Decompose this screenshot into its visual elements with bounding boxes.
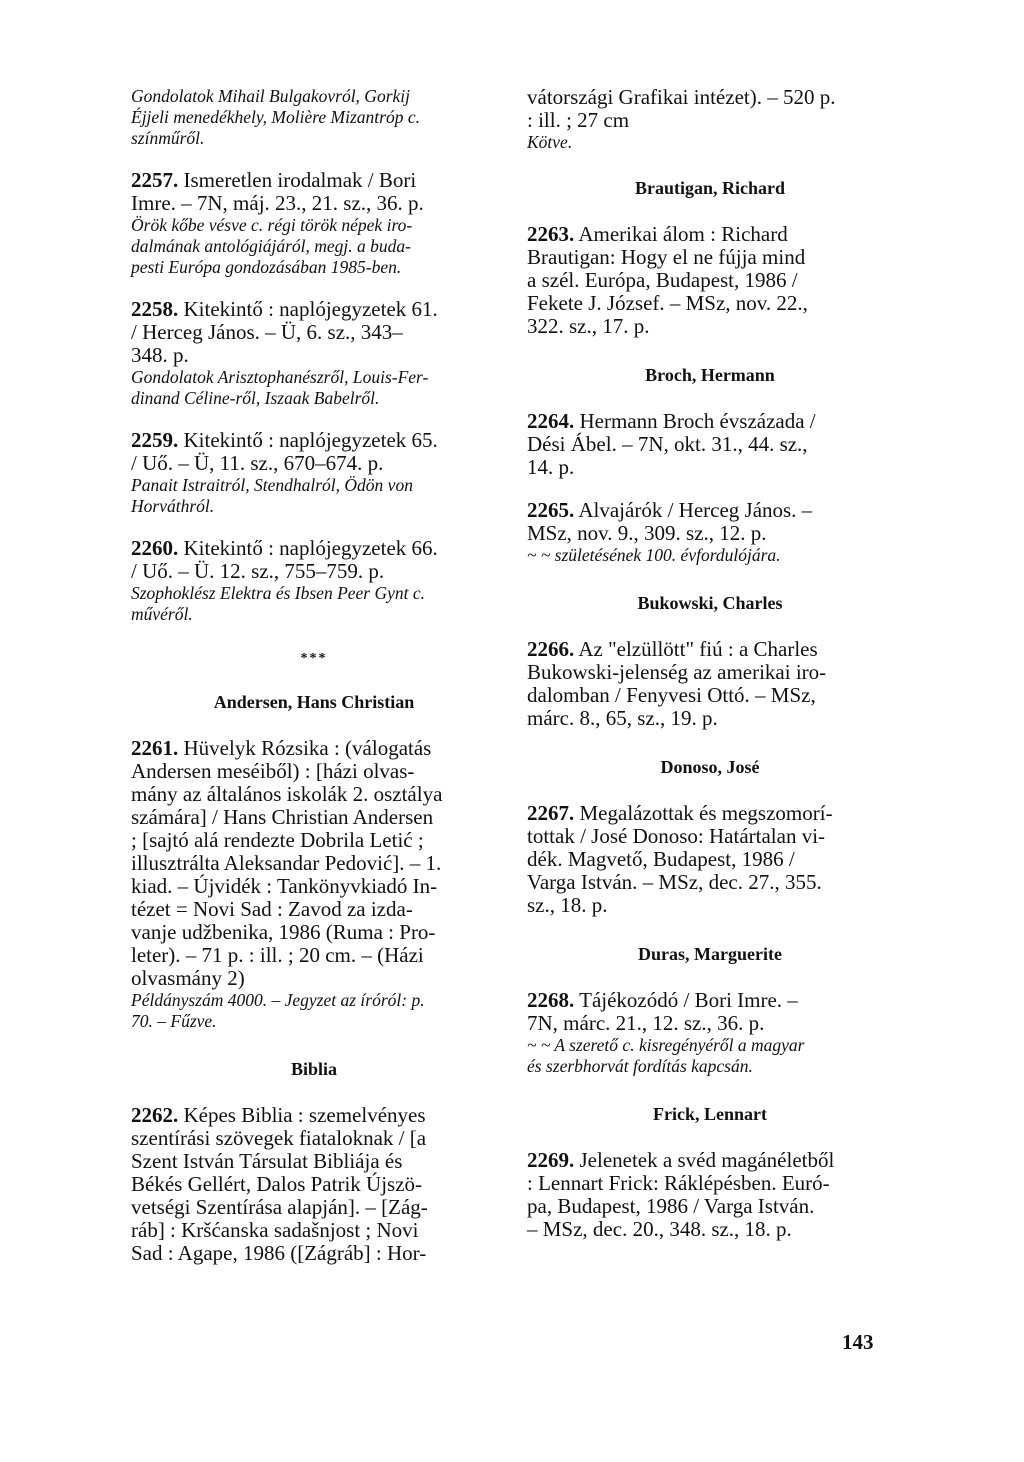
entry-2257 xyxy=(131,169,497,278)
heading-donoso-block xyxy=(527,756,893,778)
entry-2261 xyxy=(131,737,497,1032)
entry-line: Andersen meséiből) : [házi olvas- xyxy=(131,759,415,783)
section-separator xyxy=(131,651,497,667)
author-heading: Donoso, José xyxy=(660,757,760,777)
entry-number: 2266. xyxy=(527,637,575,661)
entry-line xyxy=(527,989,893,1012)
entry-line xyxy=(131,737,497,760)
entry-line: illusztrálta Aleksandar Pedović]. – 1. xyxy=(131,851,442,875)
note-line: Kötve. xyxy=(527,132,573,152)
heading-andersen-block xyxy=(131,691,497,713)
entry-text: Kitekintő : naplójegyzetek 66. xyxy=(183,536,438,560)
entry-line: Varga István. – MSz, dec. 27., 355. xyxy=(527,870,822,894)
entry-text: Alvajárók / Herceg János. – xyxy=(578,498,813,522)
entry-line: vátországi Grafikai intézet). – 520 p. xyxy=(527,85,836,109)
entry-2260 xyxy=(131,537,497,625)
author-heading: Frick, Lennart xyxy=(653,1104,767,1124)
entry-line xyxy=(131,429,497,452)
entry-line: dalomban / Fenyvesi Ottó. – MSz, xyxy=(527,683,816,707)
entry-line: ; [sajtó alá rendezte Dobrila Letić ; xyxy=(131,828,424,852)
entry-number: 2262. xyxy=(131,1103,179,1127)
page-number: 143 xyxy=(842,1330,874,1354)
entry-line xyxy=(131,298,497,321)
entry-line: 7N, márc. 21., 12. sz., 36. p. xyxy=(527,1011,765,1035)
author-heading: Bukowski, Charles xyxy=(637,593,783,613)
entry-line: Dési Ábel. – 7N, okt. 31., 44. sz., xyxy=(527,432,808,456)
entry-line: tottak / José Donoso: Határtalan vi- xyxy=(527,824,826,848)
entry-text: Képes Biblia : szemelvényes xyxy=(183,1103,426,1127)
entry-number: 2265. xyxy=(527,498,575,522)
entry-2262 xyxy=(131,1104,497,1265)
note-line: dalmának antológiájáról, megj. a buda- xyxy=(131,236,411,256)
entry-2264 xyxy=(527,410,893,479)
entry-line xyxy=(131,1104,497,1127)
note-line: Szophoklész Elektra és Ibsen Peer Gynt c. xyxy=(131,583,426,603)
entry-line: Sad : Agape, 1986 ([Zágráb] : Hor- xyxy=(131,1241,427,1265)
heading-biblia-block xyxy=(131,1058,497,1080)
entry-line: Szent István Társulat Bibliája és xyxy=(131,1149,403,1173)
entry-line: / Herceg János. – Ü, 6. sz., 343– xyxy=(131,320,403,344)
entry-line: dék. Magvető, Budapest, 1986 / xyxy=(527,847,795,871)
entry-line: : Lennart Frick: Ráklépésben. Euró- xyxy=(527,1171,830,1195)
entry-line: MSz, nov. 9., 309. sz., 12. p. xyxy=(527,521,767,545)
entry-note xyxy=(131,990,497,1032)
entry-text: Kitekintő : naplójegyzetek 65. xyxy=(183,428,438,452)
entry-2267 xyxy=(527,802,893,917)
entry-line: / Uő. – Ü, 11. sz., 670–674. p. xyxy=(131,451,384,475)
heading-bukowski-block xyxy=(527,592,893,614)
entry-2266 xyxy=(527,638,893,730)
entry-number: 2263. xyxy=(527,222,575,246)
entry-note xyxy=(527,545,893,566)
entry-line xyxy=(527,410,893,433)
entry-note xyxy=(527,1035,893,1077)
entry-number: 2257. xyxy=(131,168,179,192)
note-line: színműről. xyxy=(131,128,205,148)
entry-line: Brautigan: Hogy el ne fújja mind xyxy=(527,245,806,269)
entry-number: 2261. xyxy=(131,736,179,760)
author-heading: Brautigan, Richard xyxy=(634,178,785,198)
entry-note xyxy=(131,475,497,517)
entry-text: Kitekintő : naplójegyzetek 61. xyxy=(183,297,438,321)
entry-line: szentírási szövegek fiataloknak / [a xyxy=(131,1126,427,1150)
entry-line: 348. p. xyxy=(131,343,189,367)
note-line: dinand Céline-ről, Iszaak Babelről. xyxy=(131,388,380,408)
entry-2259 xyxy=(131,429,497,517)
entry-line: vanje udžbenika, 1986 (Ruma : Pro- xyxy=(131,920,436,944)
heading-frick-block xyxy=(527,1103,893,1125)
entry-line: / Uő. – Ü. 12. sz., 755–759. p. xyxy=(131,559,385,583)
note-line: Gondolatok Mihail Bulgakovról, Gorkij xyxy=(131,86,410,106)
entry-line: pa, Budapest, 1986 / Varga István. xyxy=(527,1194,815,1218)
entry-number: 2269. xyxy=(527,1148,575,1172)
entry-line xyxy=(131,169,497,192)
entry-text: Az "elzüllött" fiú : a Charles xyxy=(578,637,818,661)
entry-text: Amerikai álom : Richard xyxy=(578,222,788,246)
note-line: és szerbhorvát fordítás kapcsán. xyxy=(527,1056,753,1076)
author-heading: Biblia xyxy=(290,1059,338,1079)
entry-line: Imre. – 7N, máj. 23., 21. sz., 36. p. xyxy=(131,191,424,215)
entry-line: sz., 18. p. xyxy=(527,893,608,917)
right-column xyxy=(527,86,893,1261)
intro-note xyxy=(131,86,497,149)
entry-2265 xyxy=(527,499,893,566)
entry-line xyxy=(527,223,893,246)
entry-line: 322. sz., 17. p. xyxy=(527,314,650,338)
note-line: Örök kőbe vésve c. régi török népek iro- xyxy=(131,215,413,235)
entry-line: vetségi Szentírása alapján]. – [Zág- xyxy=(131,1195,428,1219)
entry-line xyxy=(527,802,893,825)
entry-2268 xyxy=(527,989,893,1077)
heading-broch-block xyxy=(527,364,893,386)
entry-number: 2258. xyxy=(131,297,179,321)
entry-line: tézet = Novi Sad : Zavod za izda- xyxy=(131,897,413,921)
entry-line: leter). – 71 p. : ill. ; 20 cm. – (Házi xyxy=(131,943,424,967)
heading-brautigan-block xyxy=(527,177,893,199)
entry-text: Tájékozódó / Bori Imre. – xyxy=(579,988,798,1012)
note-line: művéről. xyxy=(131,604,193,624)
separator-stars: *** xyxy=(300,651,328,666)
entry-number: 2268. xyxy=(527,988,575,1012)
entry-text: Megalázottak és megszomorí- xyxy=(579,801,833,825)
entry-line xyxy=(527,499,893,522)
continuation-entry xyxy=(527,86,893,153)
entry-line: olvasmány 2) xyxy=(131,966,245,990)
entry-line xyxy=(527,1149,893,1172)
entry-number: 2260. xyxy=(131,536,179,560)
entry-line: ráb] : Kršćanska sadašnjost ; Novi xyxy=(131,1218,419,1242)
note-line: Éjjeli menedékhely, Molière Mizantróp c. xyxy=(131,107,420,127)
note-line: Panait Istraitról, Stendhalról, Ödön von xyxy=(131,475,413,495)
entry-text: Hüvelyk Rózsika : (válogatás xyxy=(183,736,432,760)
entry-text: Hermann Broch évszázada / xyxy=(579,409,816,433)
entry-number: 2259. xyxy=(131,428,179,452)
note-line: Horváthról. xyxy=(131,496,215,516)
entry-line: a szél. Európa, Budapest, 1986 / xyxy=(527,268,798,292)
note-line: Példányszám 4000. – Jegyzet az íróról: p. xyxy=(131,990,425,1010)
entry-note xyxy=(527,132,893,153)
entry-number: 2267. xyxy=(527,801,575,825)
entry-line: : ill. ; 27 cm xyxy=(527,108,630,132)
entry-2263 xyxy=(527,223,893,338)
entry-line: kiad. – Újvidék : Tankönyvkiadó In- xyxy=(131,874,438,898)
entry-text: Jelenetek a svéd magánéletből xyxy=(579,1148,835,1172)
note-line: pesti Európa gondozásában 1985-ben. xyxy=(131,257,402,277)
entry-line: – MSz, dec. 20., 348. sz., 18. p. xyxy=(527,1217,792,1241)
entry-line xyxy=(527,638,893,661)
author-heading: Andersen, Hans Christian xyxy=(213,692,415,712)
author-heading: Duras, Marguerite xyxy=(638,944,782,964)
note-line: Gondolatok Arisztophanészről, Louis-Fer- xyxy=(131,367,429,387)
note-line: 70. – Fűzve. xyxy=(131,1011,217,1031)
left-column xyxy=(131,86,497,1285)
entry-line: Bukowski-jelenség az amerikai iro- xyxy=(527,660,827,684)
entry-line: Békés Gellért, Dalos Patrik Újszö- xyxy=(131,1172,423,1196)
entry-line: Fekete J. József. – MSz, nov. 22., xyxy=(527,291,808,315)
heading-duras-block xyxy=(527,943,893,965)
entry-line: márc. 8., 65, sz., 19. p. xyxy=(527,706,718,730)
entry-line: számára] / Hans Christian Andersen xyxy=(131,805,434,829)
entry-note xyxy=(131,367,497,409)
entry-text: Ismeretlen irodalmak / Bori xyxy=(183,168,417,192)
entry-2258 xyxy=(131,298,497,409)
entry-note xyxy=(131,583,497,625)
entry-line: mány az általános iskolák 2. osztálya xyxy=(131,782,443,806)
note-line: ~ ~ A szerető c. kisregényéről a magyar xyxy=(527,1035,805,1055)
note-line: ~ ~ születésének 100. évfordulójára. xyxy=(527,545,781,565)
entry-number: 2264. xyxy=(527,409,575,433)
entry-2269 xyxy=(527,1149,893,1241)
entry-line xyxy=(131,537,497,560)
entry-note xyxy=(131,215,497,278)
entry-line: 14. p. xyxy=(527,455,575,479)
author-heading: Broch, Hermann xyxy=(645,365,775,385)
